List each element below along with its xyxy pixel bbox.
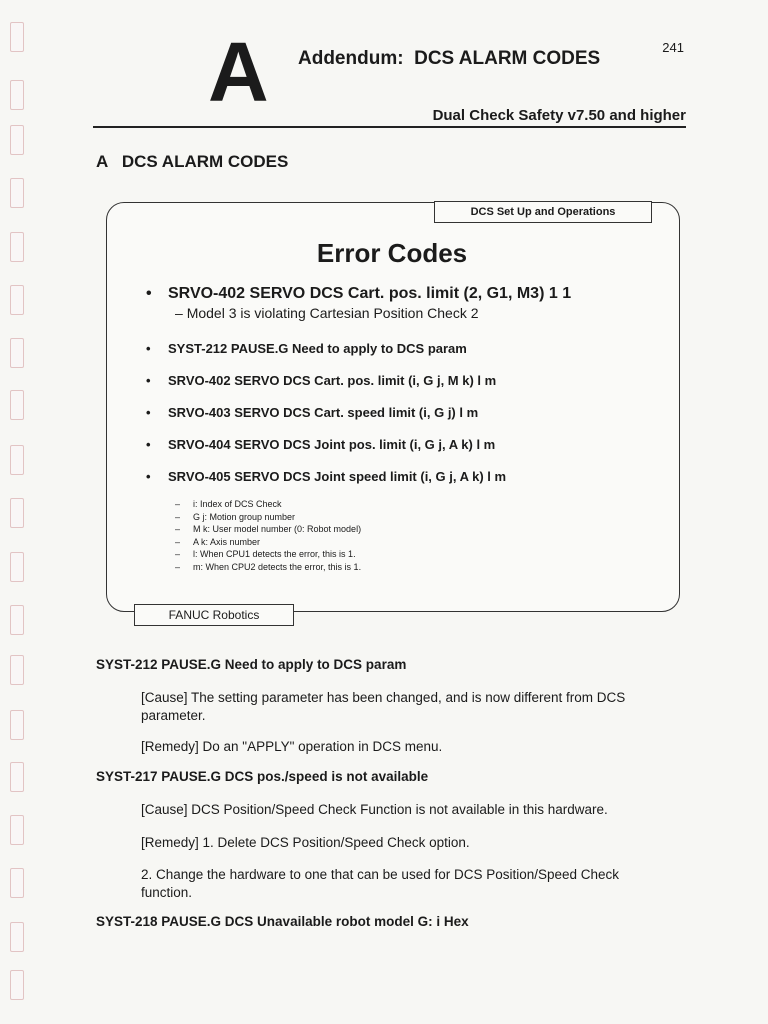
header-divider	[93, 126, 686, 128]
binder-hole	[10, 710, 24, 740]
legend-item	[175, 523, 361, 536]
legend-item-text: G j: Motion group number	[193, 511, 296, 522]
binder-hole-strip	[0, 0, 32, 1024]
slide-sub-point-text: Model 3 is violating Cartesian Position Check 2	[186, 305, 479, 321]
slide-main-bullet-text: SRVO-402 SERVO DCS Cart. pos. limit (2, G1, M3) 1 1	[168, 285, 572, 302]
bullet-icon: •	[146, 405, 151, 420]
dash-icon: –	[175, 561, 181, 572]
binder-hole	[10, 498, 24, 528]
list-item-text: SRVO-402 SERVO DCS Cart. pos. limit (i, G j, M k) l m	[168, 373, 497, 388]
binder-hole	[10, 22, 24, 52]
binder-hole	[10, 655, 24, 685]
legend-item	[175, 536, 361, 549]
remedy-text: [Remedy] 1. Delete DCS Position/Speed Check option.	[141, 835, 470, 850]
list-item-text: SRVO-404 SERVO DCS Joint pos. limit (i, G j, A k) l m	[168, 437, 496, 452]
list-item-text: SRVO-405 SERVO DCS Joint speed limit (i, G j, A k) l m	[168, 469, 507, 484]
dash-icon: –	[175, 524, 181, 534]
legend-item	[175, 511, 361, 524]
slide-sub-point	[175, 305, 479, 321]
dash-icon: –	[175, 499, 181, 509]
cause-text: [Cause] The setting parameter has been changed, and is now different from DCS parameter.	[141, 690, 626, 723]
parameter-legend	[175, 498, 361, 573]
list-item	[146, 469, 506, 501]
binder-hole	[10, 605, 24, 635]
alarm-heading-syst-217: SYST-217 PAUSE.G DCS pos./speed is not available	[96, 769, 429, 784]
legend-item	[175, 561, 361, 574]
alarm-heading-syst-218: SYST-218 PAUSE.G DCS Unavailable robot model G: i Hex	[96, 914, 469, 929]
binder-hole	[10, 285, 24, 315]
page-number: 241	[662, 40, 684, 55]
slide-bottom-label: FANUC Robotics	[134, 604, 294, 626]
list-item	[146, 405, 506, 437]
binder-hole	[10, 970, 24, 1000]
binder-hole	[10, 232, 24, 262]
binder-hole	[10, 552, 24, 582]
legend-item-text: M k: User model number (0: Robot model)	[193, 524, 362, 534]
bullet-icon: •	[146, 437, 151, 452]
remedy-text: [Remedy] Do an "APPLY" operation in DCS menu.	[141, 739, 443, 754]
dash-icon: –	[175, 536, 181, 547]
list-item-text: SRVO-403 SERVO DCS Cart. speed limit (i, G j) l m	[168, 405, 479, 420]
binder-hole	[10, 922, 24, 952]
chapter-letter: A	[208, 25, 269, 119]
bullet-icon: •	[146, 341, 151, 356]
bullet-icon: •	[146, 469, 151, 484]
binder-hole	[10, 762, 24, 792]
legend-item-text: m: When CPU2 detects the error, this is 1.	[193, 561, 362, 572]
page-title: Addendum: DCS ALARM CODES	[298, 48, 601, 69]
cause-text: [Cause] DCS Position/Speed Check Function is not available in this hardware.	[141, 802, 608, 817]
legend-item-text: l: When CPU1 detects the error, this is 1.	[193, 549, 356, 559]
alarm-heading-syst-212: SYST-212 PAUSE.G Need to apply to DCS param	[96, 657, 407, 672]
binder-hole	[10, 178, 24, 208]
dash-icon: –	[175, 511, 181, 522]
section-title: A DCS ALARM CODES	[96, 152, 289, 171]
dash-icon: –	[175, 305, 187, 321]
legend-item-text: i: Index of DCS Check	[193, 499, 282, 509]
list-item	[146, 341, 506, 373]
binder-hole	[10, 868, 24, 898]
bullet-icon: •	[146, 285, 152, 302]
binder-hole	[10, 80, 24, 110]
remedy-text: 2. Change the hardware to one that can be used for DCS Position/Speed Check function.	[141, 867, 620, 900]
dash-icon: –	[175, 549, 181, 559]
binder-hole	[10, 390, 24, 420]
binder-hole	[10, 125, 24, 155]
list-item	[146, 373, 506, 405]
slide-title: Error Codes	[316, 238, 468, 268]
legend-item-text: A k: Axis number	[193, 536, 261, 547]
slide-top-label: DCS Set Up and Operations	[434, 201, 652, 223]
bullet-icon: •	[146, 373, 151, 388]
legend-item	[175, 498, 361, 511]
binder-hole	[10, 445, 24, 475]
page-subtitle: Dual Check Safety v7.50 and higher	[432, 107, 686, 124]
binder-hole	[10, 815, 24, 845]
slide-main-bullet	[146, 285, 571, 303]
legend-item	[175, 548, 361, 561]
alarm-bullet-list	[146, 341, 506, 501]
binder-hole	[10, 338, 24, 368]
list-item	[146, 437, 506, 469]
list-item-text: SYST-212 PAUSE.G Need to apply to DCS param	[168, 341, 467, 356]
